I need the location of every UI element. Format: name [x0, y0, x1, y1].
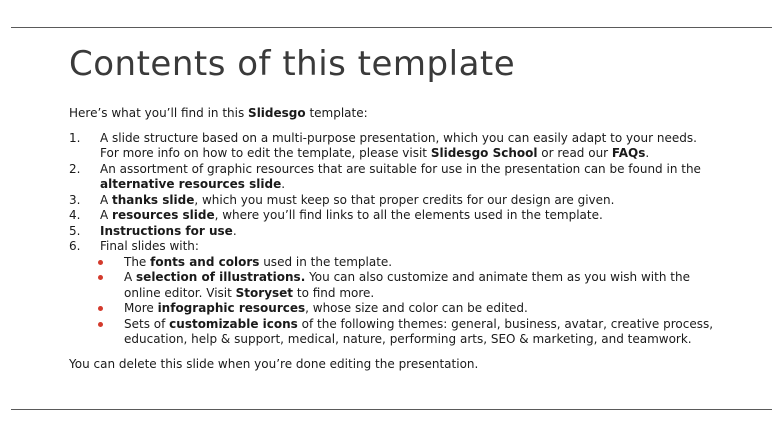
- item-number: 4.: [69, 208, 81, 222]
- item-text: , where you’ll find links to all the elements used in the template.: [214, 208, 603, 222]
- outro-paragraph: You can delete this slide when you’re done editing the presentation.: [69, 356, 479, 371]
- item-text: The: [124, 254, 151, 269]
- item-number: 6.: [69, 239, 81, 253]
- item-number: 1.: [69, 130, 81, 145]
- list-item: [69, 224, 719, 240]
- intro-bold: Slidesgo: [248, 106, 306, 120]
- item-text: Sets of: [124, 316, 170, 331]
- bullet-dot-icon: [98, 260, 103, 265]
- item-text: Final slides with:: [100, 239, 199, 253]
- list-item: [69, 162, 719, 193]
- item-bold: FAQs: [611, 146, 646, 160]
- item-text: .: [232, 223, 237, 238]
- bullet-item: [100, 301, 719, 317]
- page-title: Contents of this template: [69, 44, 516, 84]
- item-text: A: [100, 192, 113, 207]
- list-item: [69, 208, 719, 224]
- bullet-item: [100, 255, 719, 271]
- item-number: 3.: [69, 192, 81, 207]
- item-text: of the following themes: general, business, avatar, creative process, education, help & support, medical, nature, performing arts, SEO & marketing, and teamwork.: [124, 316, 714, 346]
- item-text: An assortment of graphic resources that are suitable for use in the presentation can be found in the: [100, 161, 701, 176]
- bullet-item: [100, 270, 719, 301]
- item-bold: alternative resources slide: [100, 177, 282, 191]
- bullet-dot-icon: [98, 306, 103, 311]
- item-bold: thanks slide: [112, 192, 195, 207]
- bullet-dot-icon: [98, 322, 103, 327]
- item-text: A: [100, 208, 113, 222]
- top-divider: [11, 27, 772, 28]
- item-text: A: [124, 270, 137, 284]
- item-text: or read our: [537, 146, 612, 160]
- item-bold: Instructions for use: [100, 223, 233, 238]
- item-text: A slide structure based on a multi-purpose presentation, which you can easily adapt to your needs. For more info on how to edit the template, please visit: [100, 130, 697, 160]
- item-bold: resources slide: [112, 208, 215, 222]
- item-text: You can also customize and animate them as you wish with the online editor. Visit: [124, 270, 690, 300]
- list-item: [69, 193, 719, 209]
- item-bold: Storyset: [235, 285, 294, 300]
- item-bold: selection of illustrations.: [136, 270, 306, 284]
- item-bold: infographic resources: [157, 301, 306, 315]
- list-item: [69, 131, 719, 162]
- slide-body: [69, 106, 719, 372]
- item-bold: customizable icons: [169, 316, 298, 331]
- numbered-list: [69, 131, 719, 348]
- item-text: used in the template.: [259, 254, 393, 269]
- bullet-list: [100, 255, 719, 348]
- item-bold: fonts and colors: [150, 254, 260, 269]
- item-number: 5.: [69, 223, 81, 238]
- item-bold: Slidesgo School: [430, 146, 538, 160]
- bullet-dot-icon: [98, 275, 103, 280]
- item-text: , which you must keep so that proper credits for our design are given.: [194, 192, 615, 207]
- intro-paragraph: [69, 106, 719, 122]
- item-text: .: [281, 177, 286, 191]
- bullet-item: [100, 317, 719, 348]
- bottom-divider: [11, 409, 772, 410]
- item-text: .: [645, 146, 650, 160]
- intro-text: Here’s what you’ll find in this: [69, 106, 249, 120]
- item-text: to find more.: [293, 285, 375, 300]
- intro-text-end: template:: [305, 106, 368, 120]
- item-text: , whose size and color can be edited.: [305, 301, 528, 315]
- list-item: [69, 239, 719, 348]
- item-text: More: [124, 301, 158, 315]
- item-number: 2.: [69, 161, 81, 176]
